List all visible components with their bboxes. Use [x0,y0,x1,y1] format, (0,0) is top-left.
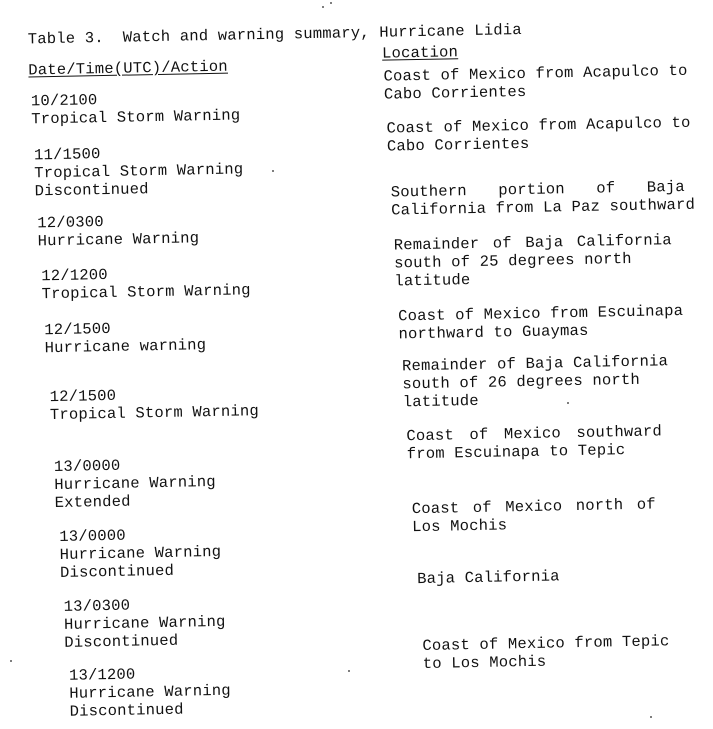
row-4-location-line-3: latitude [394,271,471,291]
row-7-location-line-1: Coast of Mexico southward [406,422,663,446]
row-1-location [383,62,688,104]
row-8-action-line-1: Hurricane Warning [59,542,222,564]
scan-speck [272,170,274,172]
row-6-date: 12/1500 [49,386,117,407]
row-4-location [394,231,673,290]
row-2-action-line-1: Tropical Storm Warning [34,160,244,183]
row-5-location [398,302,684,343]
row-8-date: 13/0000 [59,526,126,546]
row-3-location-line-2: California from La Paz southward [390,195,696,220]
scan-speck [10,660,12,662]
row-3-action: Hurricane Warning [37,229,200,251]
row-8-location-line-1: Coast of Mexico north of [411,495,657,519]
row-1-action: Tropical Storm Warning [31,106,241,129]
table-title: Table 3. Watch and warning summary, Hurricane Lidia [27,20,522,49]
scan-speck [330,2,332,4]
scan-speck [650,716,652,718]
row-2-location-line-2: Cabo Corrientes [386,134,530,156]
row-6-location-line-2: south of 26 degrees north [402,370,641,394]
row-6-location-line-1: Remainder of Baja California [401,352,669,376]
row-9-location [417,567,560,588]
row-8-action-line-2: Discontinued [59,561,175,582]
row-2-date: 11/1500 [33,145,101,165]
row-1-date: 10/2100 [30,91,98,111]
row-7-action-line-1: Hurricane Warning [54,472,216,495]
row-6-location-line-3: latitude [402,391,479,412]
row-5-date: 12/1500 [44,319,112,340]
row-2-location-line-1: Coast of Mexico from Acapulco to [386,113,691,138]
row-7-date: 13/0000 [53,456,121,477]
row-1-location-line-1: Coast of Mexico from Acapulco to [383,61,688,86]
row-4-action: Tropical Storm Warning [41,281,251,304]
row-5-location-line-1: Coast of Mexico from Escuinapa [397,301,684,326]
row-2-action-line-2: Discontinued [34,180,149,201]
row-9-action-line-1: Hurricane Warning [63,612,226,634]
row-9-location-line-1: Baja California [417,567,560,589]
scan-speck [322,6,324,8]
row-8-location [412,496,657,537]
row-10-location [422,632,670,673]
row-5-location-line-2: northward to Guaymas [398,321,589,344]
row-10-action-line-1: Hurricane Warning [69,681,232,703]
row-7-location-line-2: from Escuinapa to Tepic [406,441,626,464]
row-2-location [386,114,691,156]
row-5-action: Hurricane warning [44,336,207,358]
column-header-date-time-action: Date/Time(UTC)/Action [28,57,229,80]
scan-speck [567,402,569,404]
row-9-action-line-2: Discontinued [64,631,179,652]
row-6-action: Tropical Storm Warning [49,402,260,425]
row-7-action-line-2: Extended [54,492,131,513]
row-3-location-word-1: Southern portion of Baja [390,177,685,202]
row-4-date: 12/1200 [41,265,108,286]
row-8-location-line-2: Los Mochis [412,516,508,537]
row-3-location [391,178,697,220]
row-7-location [406,422,662,463]
row-4-location-line-2: south of 25 degrees north [393,249,632,273]
scan-speck [348,670,350,672]
row-1-location-line-2: Cabo Corrientes [383,82,527,104]
row-10-date: 13/1200 [68,665,136,685]
row-6-location [402,352,669,411]
row-10-location-line-1: Coast of Mexico from Tepic [422,632,670,656]
row-10-action-line-2: Discontinued [69,700,184,721]
row-3-date: 12/0300 [37,213,104,233]
row-4-location-line-1: Remainder of Baja California [393,231,672,255]
row-10-location-line-2: to Los Mochis [422,652,547,674]
row-9-date: 13/0300 [63,596,131,616]
column-header-location: Location [381,43,459,63]
